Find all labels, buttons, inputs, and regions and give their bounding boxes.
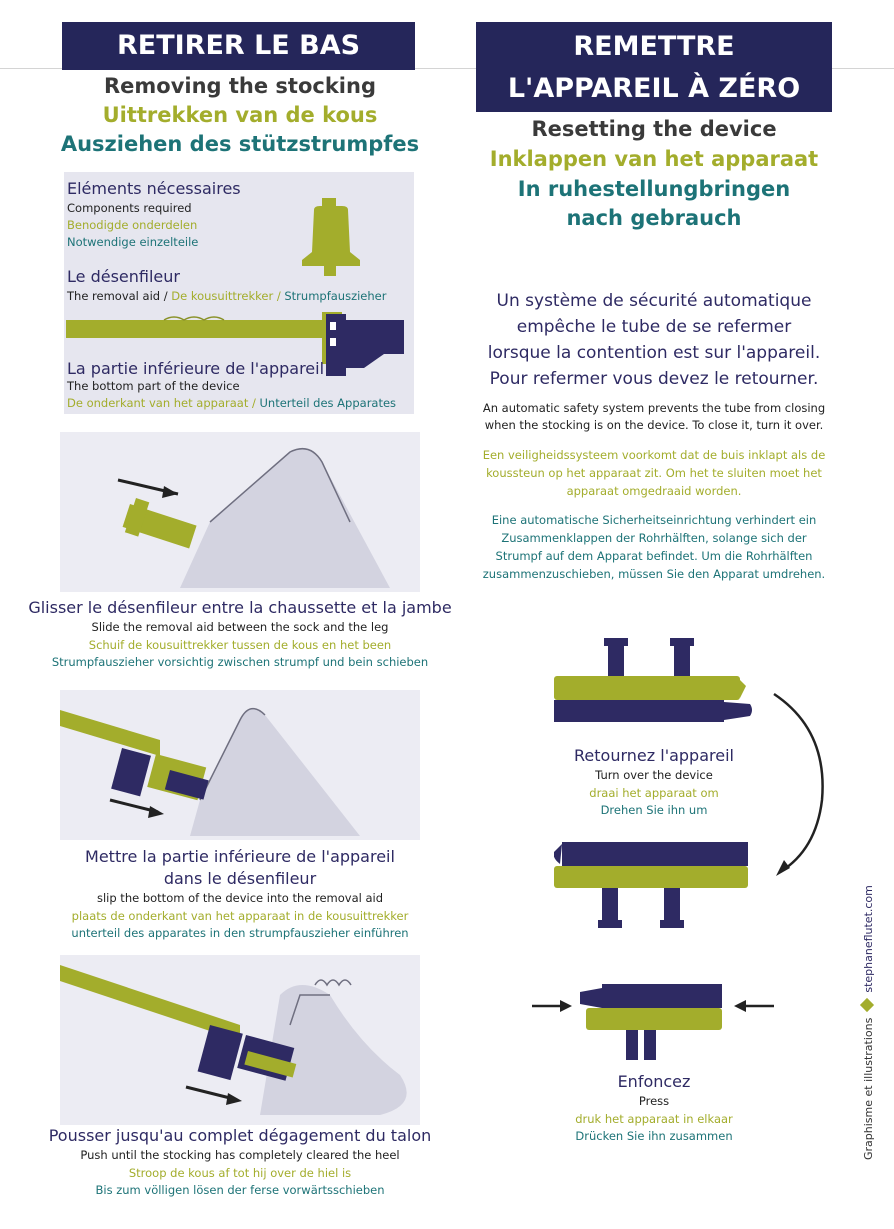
arrow-right-icon xyxy=(530,998,574,1014)
device-flipped-illustration xyxy=(554,840,754,930)
left-header-band: RETIRER LE BAS xyxy=(62,22,415,70)
step2-de: unterteil des apparates in den strumpfauszieher einführen xyxy=(71,926,409,940)
removal-aid-heading: Le désenfileur xyxy=(67,267,180,286)
intro-nl xyxy=(466,446,842,500)
left-title-de: Ausziehen des stützstrumpfes xyxy=(60,132,420,156)
intro-fr-line: lorsque la contention est sur l'appareil. xyxy=(487,343,821,363)
step1-nl: Schuif de kousuittrekker tussen de kous en het been xyxy=(88,638,392,652)
credit-logo-icon xyxy=(860,998,874,1012)
intro-en xyxy=(466,400,842,434)
components-nl: Benodigde onderdelen xyxy=(67,218,198,232)
arrow-left-icon xyxy=(732,998,776,1014)
removal-aid-line xyxy=(67,289,386,303)
right-title-de-line2: nach gebrauch xyxy=(566,206,742,230)
bottom-part-en: The bottom part of the device xyxy=(67,379,240,393)
intro-nl-line: koussteun op het apparaat zit. Om het te sluiten moet het xyxy=(486,466,822,480)
bottom-part-nl: De onderkant van het apparaat / xyxy=(67,396,260,410)
intro-nl-line: apparaat omgedraaid worden. xyxy=(566,484,742,498)
right-title-de-line1: In ruhestellungbringen xyxy=(517,177,791,201)
step2-fr-line1: Mettre la partie inférieure de l'appareil xyxy=(85,847,395,866)
intro-fr-line: Un système de sécurité automatique xyxy=(496,291,812,311)
intro-fr-line: empêche le tube de se refermer xyxy=(516,317,792,337)
removal-aid-nl: De kousuittrekker / xyxy=(171,289,285,303)
intro-fr-line: Pour refermer vous devez le retourner. xyxy=(489,369,819,389)
step2-en: slip the bottom of the device into the removal aid xyxy=(96,891,384,905)
press-nl: druk het apparaat in elkaar xyxy=(575,1112,733,1126)
step3-de: Bis zum völligen lösen der ferse vorwärtsschieben xyxy=(95,1183,385,1197)
step2-illustration xyxy=(60,690,420,840)
right-title-nl: Inklappen van het apparaat xyxy=(489,147,819,171)
components-de: Notwendige einzelteile xyxy=(67,235,199,249)
step2-fr-line2: dans le désenfileur xyxy=(163,869,317,888)
turn-de: Drehen Sie ihn um xyxy=(600,803,708,817)
turn-nl: draai het apparaat om xyxy=(589,786,719,800)
removal-aid-de: Strumpfauszieher xyxy=(284,289,387,303)
press-de: Drücken Sie ihn zusammen xyxy=(575,1129,733,1143)
right-header-band xyxy=(476,22,832,112)
intro-de-line: Zusammenklappen der Rohrhälften, solange sich der xyxy=(501,531,807,545)
bottom-part-de: Unterteil des Apparates xyxy=(259,396,397,410)
components-en: Components required xyxy=(67,201,192,215)
removal-aid-en: The removal aid / xyxy=(67,289,172,303)
intro-de-line: Eine automatische Sicherheitseinrichtung verhindert ein xyxy=(491,513,817,527)
step3-nl: Stroop de kous af tot hij over de hiel is xyxy=(128,1166,352,1180)
intro-fr xyxy=(466,288,842,392)
step1-illustration xyxy=(60,432,420,592)
credit-site: stephaneflutet.com xyxy=(862,885,875,993)
intro-de xyxy=(466,511,842,583)
turn-fr: Retournez l'appareil xyxy=(574,746,734,765)
device-upright-illustration xyxy=(554,638,754,724)
intro-de-line: Strumpf auf dem Apparat befindet. Um die Rohrhälften xyxy=(495,549,813,563)
components-heading: Eléments nécessaires xyxy=(67,179,241,198)
step2-nl: plaats de onderkant van het apparaat in de kousuittrekker xyxy=(71,909,409,923)
credit-vertical xyxy=(862,885,875,1160)
left-title-en: Removing the stocking xyxy=(103,74,376,98)
step3-fr: Pousser jusqu'au complet dégagement du talon xyxy=(48,1126,432,1145)
press-en: Press xyxy=(638,1094,670,1108)
step1-en: Slide the removal aid between the sock and the leg xyxy=(91,620,389,634)
left-title-nl: Uittrekken van de kous xyxy=(102,103,378,127)
bottom-part-line xyxy=(67,396,396,410)
right-header-line1: REMETTRE xyxy=(573,31,735,62)
press-fr: Enfoncez xyxy=(617,1072,691,1091)
right-header-line2: L'APPAREIL À ZÉRO xyxy=(507,73,801,104)
intro-en-line: when the stocking is on the device. To close it, turn it over. xyxy=(484,418,824,432)
credit-text: Graphisme et illustrations xyxy=(862,1017,875,1160)
bell-icon xyxy=(296,196,366,280)
step3-illustration xyxy=(60,955,420,1125)
bottom-part-heading: La partie inférieure de l'appareil xyxy=(67,359,325,378)
intro-en-line: An automatic safety system prevents the tube from closing xyxy=(482,401,826,415)
step1-de: Strumpfauszieher vorsichtig zwischen strumpf und bein schieben xyxy=(51,655,429,669)
step3-en: Push until the stocking has completely cleared the heel xyxy=(80,1148,400,1162)
device-pressed-illustration xyxy=(576,982,726,1062)
turn-en: Turn over the device xyxy=(595,768,713,782)
intro-de-line: zusammenzuschieben, müssen Sie den Apparat umdrehen. xyxy=(482,567,826,581)
right-title-en: Resetting the device xyxy=(531,117,777,141)
intro-nl-line: Een veiligheidssysteem voorkomt dat de buis inklapt als de xyxy=(482,448,826,462)
step1-fr: Glisser le désenfileur entre la chaussette et la jambe xyxy=(28,598,452,617)
turn-arrow-icon xyxy=(770,690,830,880)
